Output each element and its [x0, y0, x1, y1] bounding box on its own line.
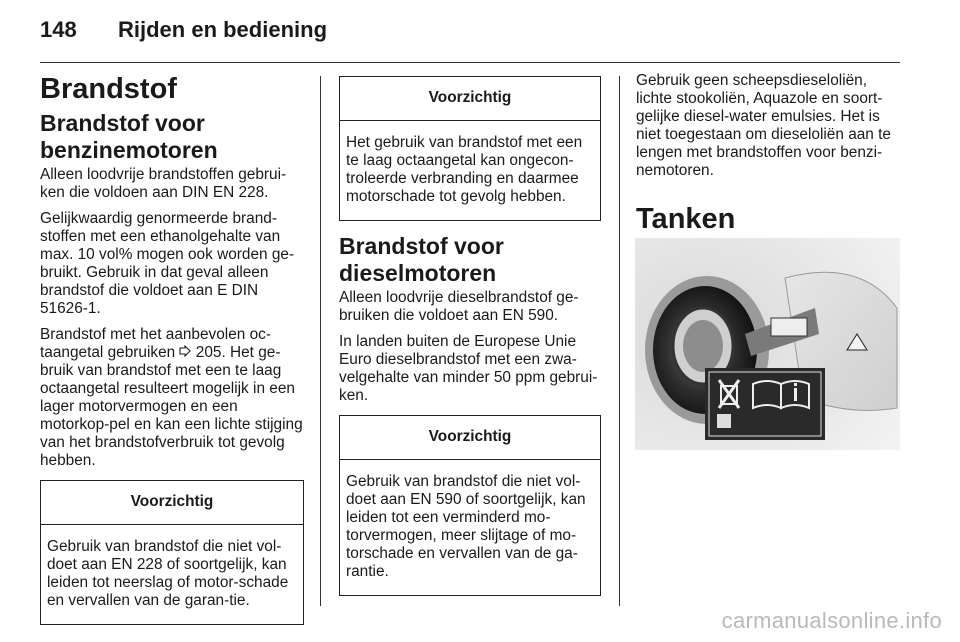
column-3: [636, 72, 904, 240]
heading-diesel: Brandstof voor dieselmotoren: [339, 233, 504, 286]
paragraph-text: . Het ge-bruik van brandstof met een te laag octaangetal resulteert mogelijk in een lager motorvermogen en een motorkop-pel en kan een lichte stijging van het brandstofverbruik tot gevolg hebben.: [40, 344, 303, 469]
caution-title: Voorzichtig: [340, 416, 600, 460]
page-number: 148: [40, 17, 77, 42]
caution-text: Het gebruik van brandstof met een te laag octaangetal kan ongecon-troleerde verbranding en daarmee motorschade tot gevolg hebben.: [346, 134, 583, 205]
caution-text: Gebruik van brandstof die niet vol-doet aan EN 228 of soortgelijk, kan leiden tot neerslag of motor-schade en vervallen van de garan-tie.: [47, 538, 289, 609]
paragraph: In landen buiten de Europese Unie Euro dieselbrandstof met een zwa-velgehalte van minder 50 ppm gebrui-ken.: [339, 333, 598, 404]
watermark: carmanualsonline.info: [721, 608, 942, 633]
section-title: Rijden en bediening: [118, 17, 328, 42]
paragraph-text: Brandstof met het aanbevolen oc-taangetal gebruiken: [40, 326, 272, 361]
column-divider: [619, 76, 620, 606]
heading-benzine: Brandstof voor benzinemotoren: [40, 110, 218, 163]
paragraph: Gelijkwaardig genormeerde brand-stoffen met een ethanolgehalte van max. 10 vol% mogen ook worden ge-bruikt. Gebruik in dat geval alleen brandstof die voldoet aan E DIN 51626-1.: [40, 210, 295, 317]
page-reference-number[interactable]: 205: [195, 344, 222, 361]
paragraph: [40, 326, 304, 470]
paragraph: Alleen loodvrije dieselbrandstof ge-bruiken die voldoet aan EN 590.: [339, 289, 579, 324]
fuel-filler-flap-photo: [635, 238, 900, 450]
caution-text: Gebruik van brandstof die niet vol-doet aan EN 590 of soortgelijk, kan leiden tot een verminderd mo-torvermogen, meer slijtage of mo-torschade en vervallen van de ga-rantie.: [346, 473, 586, 580]
column-1: [40, 72, 304, 635]
caution-box: [40, 480, 304, 625]
paragraph: Gebruik geen scheepsdieseloliën, lichte stookoliën, Aquazole en soort-gelijke diesel-water emulsies. Het is niet toegestaan om dieseloliën aan te lengen met brandstoffen voor benzi-nemotoren.: [636, 72, 891, 179]
page-reference-icon[interactable]: [179, 344, 191, 362]
caution-box: [339, 415, 601, 596]
column-divider: [320, 76, 321, 606]
heading-tanken: Tanken: [636, 203, 736, 235]
column-2: [339, 72, 601, 606]
caution-box: [339, 76, 601, 221]
heading-brandstof: Brandstof: [40, 73, 177, 105]
caution-title: Voorzichtig: [340, 77, 600, 121]
paragraph: Alleen loodvrije brandstoffen gebrui-ken die voldoen aan DIN EN 228.: [40, 166, 287, 201]
caution-title: Voorzichtig: [41, 481, 303, 525]
header-rule: [40, 62, 900, 63]
